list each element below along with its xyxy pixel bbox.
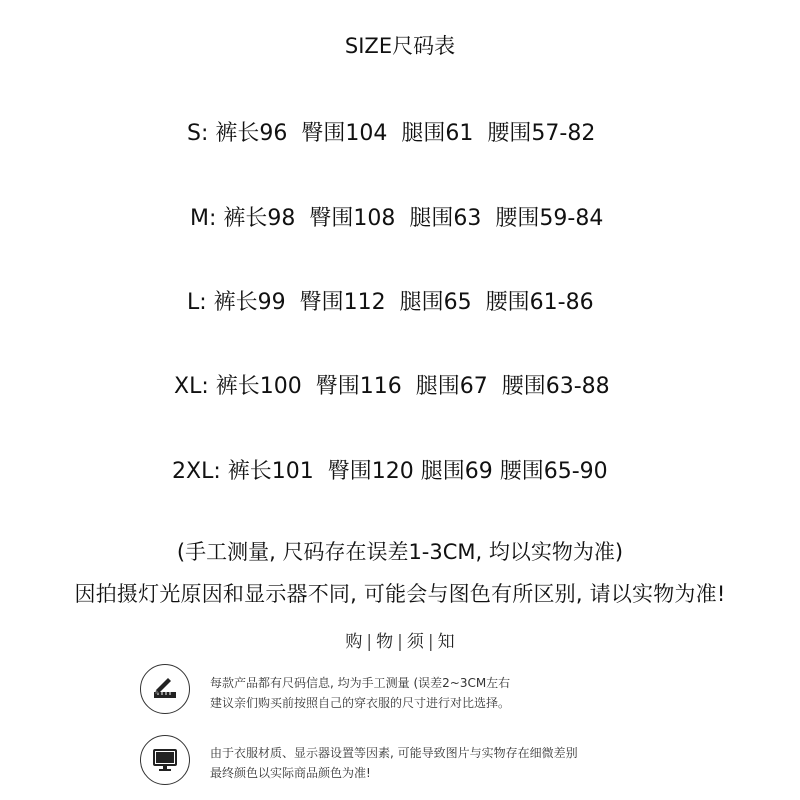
pants-length: 裤长100 xyxy=(215,374,302,399)
size-label: XL: xyxy=(174,374,209,399)
monitor-icon xyxy=(140,735,190,785)
size-row-s xyxy=(187,116,595,147)
color-info-line1: 由于衣服材质、显示器设置等因素, 可能导致图片与实物存在细微差别 xyxy=(210,746,578,760)
thigh-measure: 腿围67 xyxy=(415,374,488,399)
color-disclaimer: 因拍摄灯光原因和显示器不同, 可能会与图色有所区别, 请以实物为准! xyxy=(74,582,726,606)
size-label: 2XL: xyxy=(172,459,221,484)
waist-measure: 腰围61-86 xyxy=(485,290,594,315)
notice-separator: | xyxy=(397,632,403,652)
notice-char: 须 xyxy=(406,632,424,652)
pants-length: 裤长98 xyxy=(223,206,296,231)
size-label: L: xyxy=(187,290,207,315)
thigh-measure: 腿围69 xyxy=(420,459,493,484)
waist-measure: 腰围63-88 xyxy=(501,374,610,399)
notice-separator: | xyxy=(427,632,434,652)
size-label: M: xyxy=(190,206,217,231)
color-info-line2: 最终颜色以实际商品颜色为准! xyxy=(210,766,371,780)
notice-char: 购 xyxy=(345,632,363,652)
waist-measure: 腰围57-82 xyxy=(487,121,596,146)
hip-measure: 臀围120 xyxy=(327,459,414,484)
size-chart-title: SIZE尺码表 xyxy=(344,34,456,58)
thigh-measure: 腿围61 xyxy=(401,121,474,146)
pencil-ruler-icon xyxy=(140,664,190,714)
hip-measure: 臀围104 xyxy=(301,121,388,146)
thigh-measure: 腿围63 xyxy=(409,206,482,231)
pants-length: 裤长99 xyxy=(213,290,286,315)
notice-separator: | xyxy=(366,632,373,652)
size-row-xl xyxy=(174,369,610,400)
size-row-2xl xyxy=(172,454,608,485)
purchase-notice-heading xyxy=(0,627,800,652)
pants-length: 裤长96 xyxy=(215,121,288,146)
waist-measure: 腰围59-84 xyxy=(495,206,604,231)
size-row-m xyxy=(190,201,603,232)
waist-measure: 腰围65-90 xyxy=(499,459,608,484)
hip-measure: 臀围116 xyxy=(315,374,402,399)
thigh-measure: 腿围65 xyxy=(399,290,472,315)
size-row-l xyxy=(187,285,594,316)
notice-char: 知 xyxy=(437,632,455,652)
measurement-info-line1: 每款产品都有尺码信息, 均为手工测量 (误差2~3CM左右 xyxy=(210,676,511,690)
size-label: S: xyxy=(187,121,209,146)
notice-char: 物 xyxy=(376,632,394,652)
measurement-info-line2: 建议亲们购买前按照自己的穿衣服的尺寸进行对比选择。 xyxy=(210,696,511,710)
measurement-note: (手工测量, 尺码存在误差1-3CM, 均以实物为准) xyxy=(176,540,624,564)
hip-measure: 臀围108 xyxy=(309,206,396,231)
hip-measure: 臀围112 xyxy=(299,290,386,315)
pants-length: 裤长101 xyxy=(227,459,314,484)
